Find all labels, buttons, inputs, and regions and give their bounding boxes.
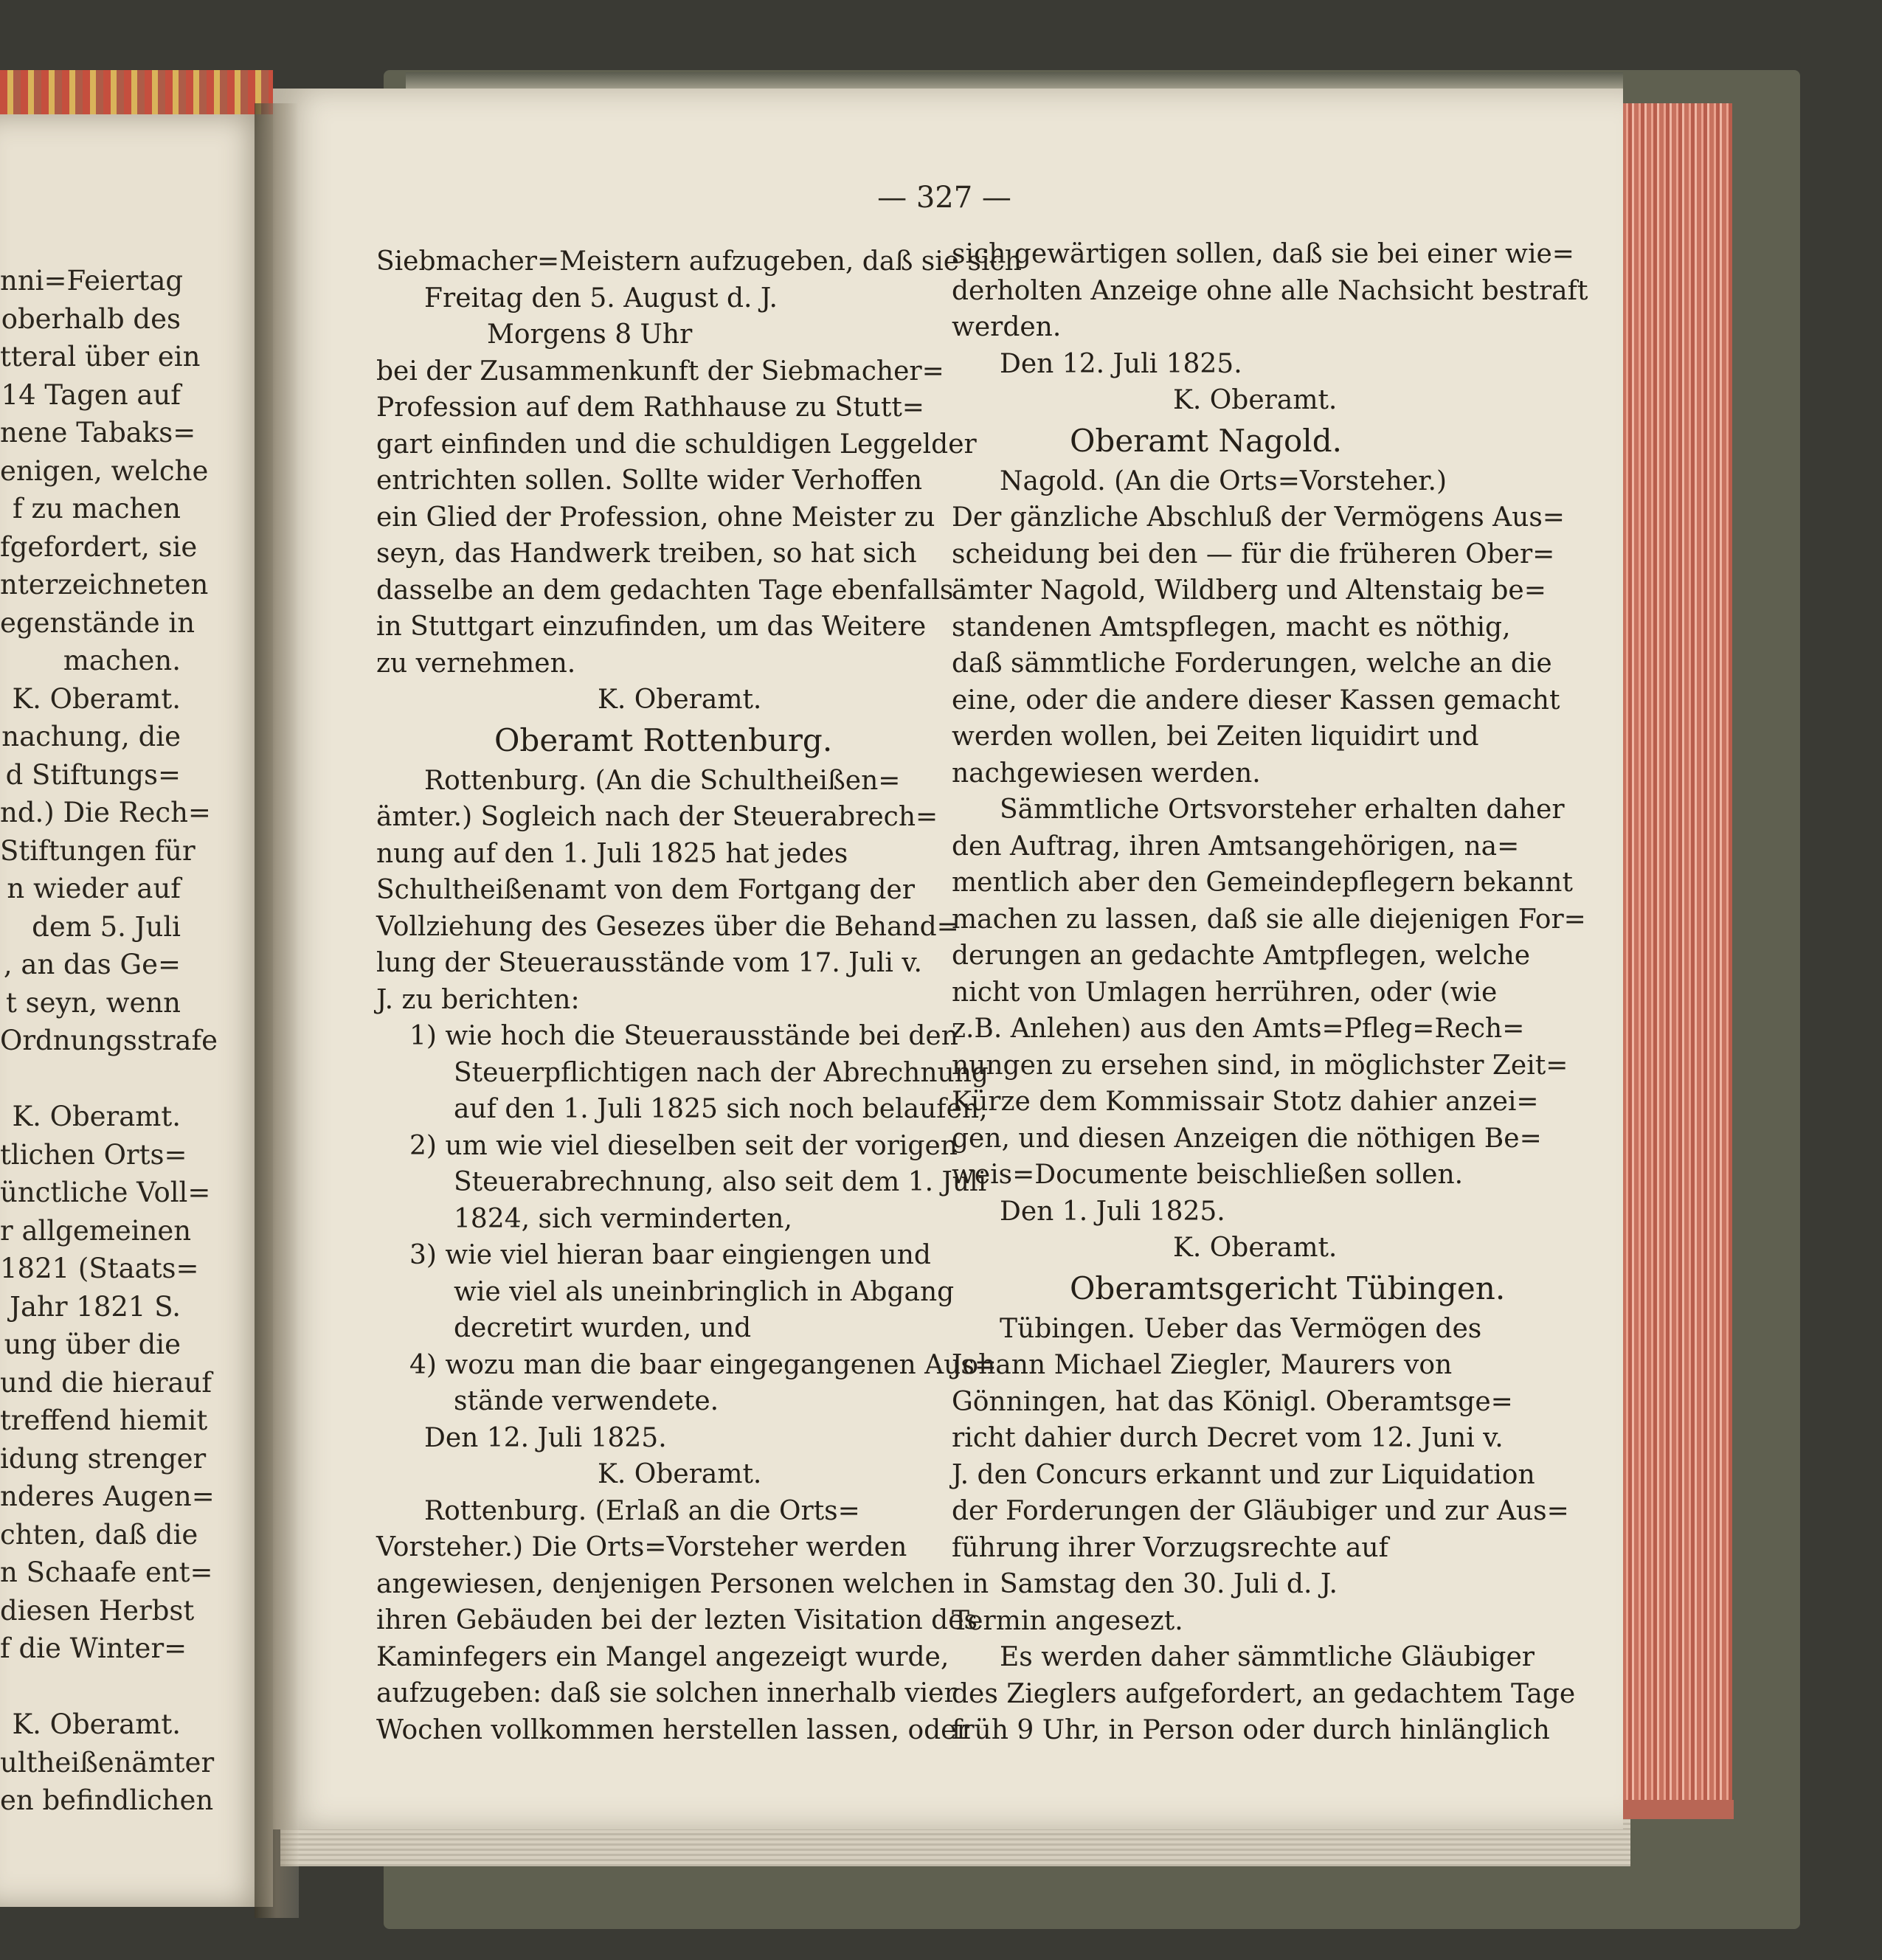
text-line: Tübingen. Ueber das Vermögen des: [1000, 1313, 1482, 1344]
text-line: früh 9 Uhr, in Person oder durch hinlänglich: [952, 1715, 1550, 1745]
section-heading: Oberamt Rottenburg.: [494, 721, 833, 758]
left-page-line: [0, 1060, 181, 1098]
left-page-line: nderes Augen=: [0, 1481, 215, 1512]
text-line: Wochen vollkommen herstellen lassen, oder: [376, 1714, 969, 1745]
text-line: weis=Documente beischließen sollen.: [952, 1160, 1464, 1190]
text-line: auf den 1. Juli 1825 sich noch belaufen,: [454, 1094, 988, 1124]
left-page-line: tteral über ein: [0, 341, 201, 373]
text-line: J. zu berichten:: [376, 984, 580, 1015]
text-line: Samstag den 30. Juli d. J.: [1000, 1569, 1338, 1599]
left-page-line: f zu machen: [13, 493, 181, 524]
text-line: Den 12. Juli 1825.: [424, 1422, 667, 1453]
section-heading: Oberamt Nagold.: [1070, 422, 1342, 459]
left-page-line: egenstände in: [0, 606, 196, 639]
text-line: Vollziehung des Gesezes über die Behand=: [376, 911, 959, 942]
left-page-line: ultheißenämter: [0, 1746, 215, 1779]
text-line: werden.: [952, 312, 1062, 342]
text-line: aufzugeben: daß sie solchen innerhalb vier: [376, 1678, 957, 1708]
text-line: angewiesen, denjenigen Personen welchen in: [376, 1568, 989, 1599]
page-number: — 327 —: [877, 181, 1011, 215]
left-page-line: chten, daß die: [0, 1518, 198, 1551]
text-line: zu vernehmen.: [376, 648, 576, 679]
left-page-line: nni=Feiertag: [0, 265, 184, 297]
text-line: lung der Steuerausstände vom 17. Juli v.: [376, 948, 922, 978]
left-page-line: dem 5. Juli: [32, 910, 181, 943]
text-line: Freitag den 5. August d. J.: [424, 283, 778, 314]
left-page-line: tlichen Orts=: [0, 1138, 187, 1171]
text-line: Johann Michael Ziegler, Maurers von: [952, 1350, 1453, 1380]
text-line: 3) wie viel hieran baar eingiengen und: [409, 1240, 931, 1270]
text-line: seyn, das Handwerk treiben, so hat sich: [376, 539, 917, 569]
left-page-line: 14 Tagen auf: [1, 378, 181, 411]
text-line: sich gewärtigen sollen, daß sie bei einer wie=: [952, 239, 1574, 269]
text-line: 1824, sich verminderten,: [454, 1203, 792, 1234]
text-line: nachgewiesen werden.: [952, 758, 1261, 789]
text-line: derholten Anzeige ohne alle Nachsicht bestraft: [952, 275, 1588, 306]
left-page-line: enigen, welche: [0, 454, 209, 487]
text-line: werden wollen, bei Zeiten liquidirt und: [952, 721, 1479, 752]
left-page-line: diesen Herbst: [0, 1594, 195, 1627]
text-line: dasselbe an dem gedachten Tage ebenfalls: [376, 575, 954, 606]
text-line: stände verwendete.: [454, 1386, 719, 1416]
left-page-line: [0, 1668, 181, 1706]
text-line: Steuerpflichtigen nach der Abrechnung: [454, 1057, 989, 1088]
text-line: Schultheißenamt von dem Fortgang der: [376, 875, 915, 905]
text-line: bei der Zusammenkunft der Siebmacher=: [376, 356, 944, 387]
text-line: nicht von Umlagen herrühren, oder (wie: [952, 977, 1498, 1008]
text-line: Rottenburg. (Erlaß an die Orts=: [424, 1495, 860, 1526]
left-page-line: treffend hiemit: [0, 1405, 208, 1436]
left-page-line: 1821 (Staats=: [0, 1253, 199, 1284]
left-page-line: n wieder auf: [7, 873, 181, 904]
section-heading: Oberamtsgericht Tübingen.: [1070, 1270, 1506, 1306]
left-page-text-fragment: [0, 262, 218, 1820]
left-page-line: K. Oberamt.: [12, 1708, 181, 1740]
left-page: [0, 114, 273, 1907]
text-line: 2) um wie viel dieselben seit der vorigen: [409, 1130, 958, 1161]
text-line: Vorsteher.) Die Orts=Vorsteher werden: [376, 1532, 907, 1562]
text-line: standenen Amtspflegen, macht es nöthig,: [952, 612, 1511, 643]
text-line: 4) wozu man die baar eingegangenen Aus=: [409, 1349, 997, 1380]
text-line: Es werden daher sämmtliche Gläubiger: [1000, 1642, 1535, 1672]
left-page-line: nachung, die: [1, 721, 181, 752]
left-page-line: und die hierauf: [0, 1366, 212, 1399]
left-page-line: oberhalb des: [1, 302, 181, 335]
text-line: gart einfinden und die schuldigen Leggelder: [376, 429, 977, 460]
text-line: den Auftrag, ihren Amtsangehörigen, na=: [952, 831, 1520, 862]
text-line: eine, oder die andere dieser Kassen gemacht: [952, 685, 1560, 716]
text-line: ihren Gebäuden bei der lezten Visitation des: [376, 1605, 978, 1635]
left-page-line: nene Tabaks=: [0, 417, 196, 449]
left-page-line: en befindlichen: [0, 1784, 214, 1816]
left-page-line: Ordnungsstrafe: [0, 1025, 218, 1056]
text-line: ämter.) Sogleich nach der Steuerabrech=: [376, 802, 938, 832]
left-page-line: ünctliche Voll=: [0, 1177, 211, 1208]
text-line: Nagold. (An die Orts=Vorsteher.): [1000, 465, 1447, 496]
text-line: des Zieglers aufgefordert, an gedachtem Tage: [952, 1678, 1576, 1709]
left-page-line: n Schaafe ent=: [0, 1556, 213, 1588]
text-line: daß sämmtliche Forderungen, welche an die: [952, 648, 1552, 679]
text-line: derungen an gedachte Amtpflegen, welche: [952, 941, 1531, 971]
text-line: z.B. Anlehen) aus den Amts=Pfleg=Rech=: [952, 1014, 1525, 1044]
text-line: der Forderungen der Gläubiger und zur Aus=: [952, 1496, 1569, 1526]
signature-line: K. Oberamt.: [598, 685, 762, 715]
left-page-line: , an das Ge=: [3, 949, 181, 980]
text-line: Sämmtliche Ortsvorsteher erhalten daher: [1000, 794, 1565, 825]
text-line: Den 12. Juli 1825.: [1000, 348, 1242, 379]
text-line: nung auf den 1. Juli 1825 hat jedes: [376, 838, 848, 869]
left-page-line: d Stiftungs=: [5, 758, 181, 791]
text-line: Den 1. Juli 1825.: [1000, 1196, 1225, 1227]
text-line: Termin angesezt.: [952, 1605, 1183, 1636]
text-line: wie viel als uneinbringlich in Abgang: [454, 1276, 955, 1307]
left-page-line: t seyn, wenn: [6, 986, 181, 1019]
text-line: ämter Nagold, Wildberg und Altenstaig be=: [952, 575, 1546, 606]
text-line: richt dahier durch Decret vom 12. Juni v.: [952, 1423, 1504, 1453]
text-line: gen, und diesen Anzeigen die nöthigen Be=: [952, 1123, 1542, 1154]
text-line: 1) wie hoch die Steuerausstände bei den: [409, 1021, 958, 1051]
text-line: nungen zu ersehen sind, in möglichster Zeit=: [952, 1050, 1568, 1081]
text-line: Siebmacher=Meistern aufzugeben, daß sie sich: [376, 246, 1022, 277]
signature-line: K. Oberamt.: [1173, 385, 1338, 415]
text-line: Morgens 8 Uhr: [487, 319, 693, 350]
text-line: Gönningen, hat das Königl. Oberamtsge=: [952, 1386, 1513, 1417]
text-line: Kürze dem Kommissair Stotz dahier anzei=: [952, 1087, 1539, 1117]
left-page-line: K. Oberamt.: [12, 682, 181, 715]
left-page-line: idung strenger: [0, 1442, 207, 1475]
text-line: entrichten sollen. Sollte wider Verhoffen: [376, 465, 923, 496]
text-line: J. den Concurs erkannt und zur Liquidation: [952, 1459, 1535, 1490]
book-spine-gutter: [255, 103, 299, 1918]
text-column-2: [952, 236, 1588, 1749]
text-line: Kaminfegers ein Mangel angezeigt wurde,: [376, 1641, 949, 1672]
left-page-line: r allgemeinen: [0, 1214, 192, 1247]
left-page-line: ung über die: [4, 1329, 181, 1360]
left-page-line: nd.) Die Rech=: [0, 797, 211, 828]
text-line: machen zu lassen, daß sie alle diejenigen For=: [952, 904, 1586, 935]
left-page-line: machen.: [63, 645, 181, 676]
text-line: Der gänzliche Abschluß der Vermögens Aus=: [952, 502, 1565, 533]
text-line: decretirt wurden, und: [454, 1313, 752, 1343]
text-line: in Stuttgart einzufinden, um das Weitere: [376, 612, 927, 642]
left-page-line: K. Oberamt.: [12, 1101, 181, 1132]
text-column-1: [376, 243, 1022, 1748]
left-page-line: Stiftungen für: [0, 834, 196, 867]
left-page-line: f die Winter=: [0, 1632, 187, 1664]
text-line: mentlich aber den Gemeindepflegern bekannt: [952, 868, 1573, 898]
left-page-line: nterzeichneten: [0, 569, 209, 600]
text-line: Steuerabrechnung, also seit dem 1. Juli: [454, 1167, 987, 1197]
red-page-edges: [1622, 103, 1732, 1807]
text-line: Rottenburg. (An die Schultheißen=: [424, 765, 901, 796]
text-line: führung ihrer Vorzugsrechte auf: [952, 1532, 1388, 1563]
left-page-line: Jahr 1821 S.: [10, 1290, 181, 1323]
left-page-line: fgefordert, sie: [0, 530, 198, 563]
signature-line: K. Oberamt.: [1173, 1233, 1338, 1263]
signature-line: K. Oberamt.: [598, 1459, 762, 1489]
text-line: scheidung bei den — für die früheren Ober=: [952, 539, 1555, 569]
text-line: ein Glied der Profession, ohne Meister zu: [376, 502, 935, 533]
text-line: Profession auf dem Rathhause zu Stutt=: [376, 392, 924, 423]
